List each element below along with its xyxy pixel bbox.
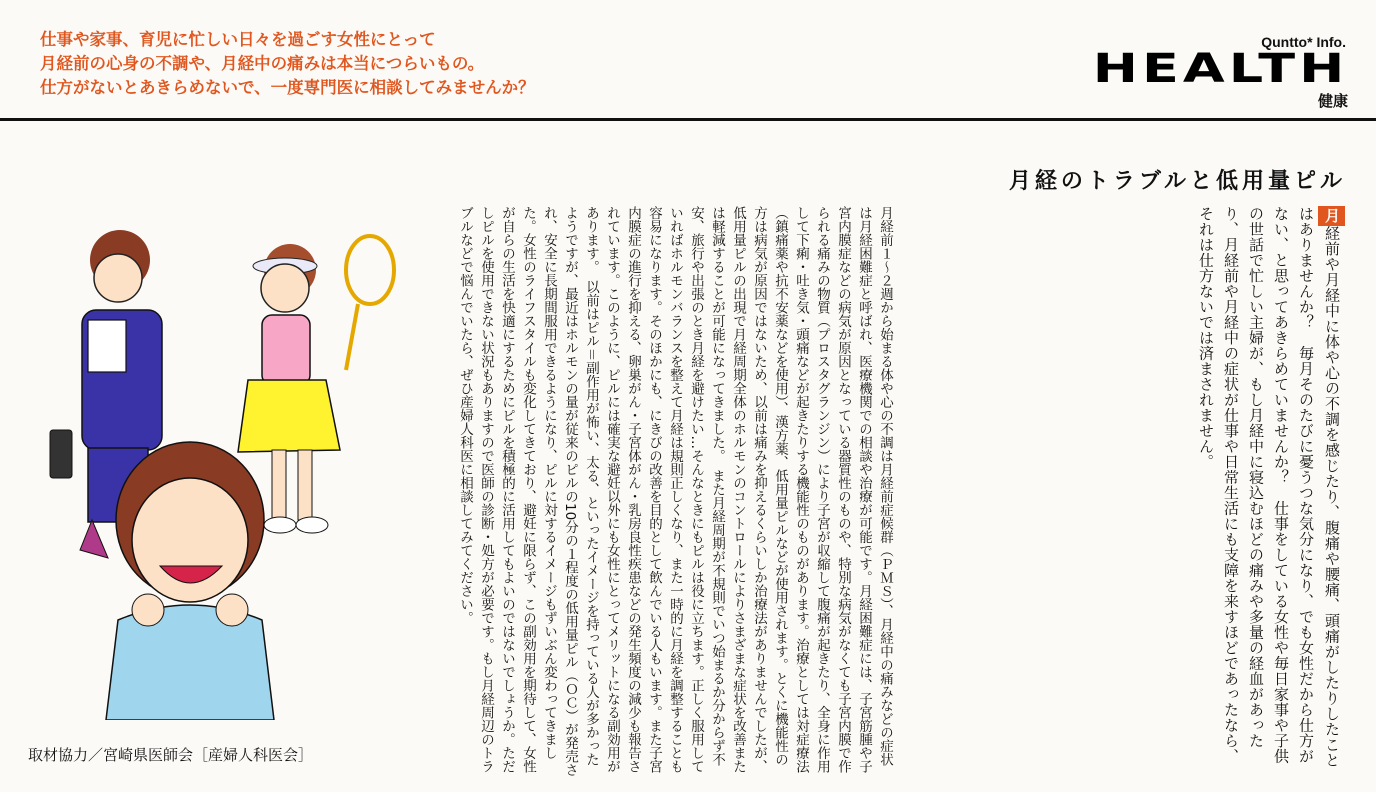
intro-line: 月経前の心身の不調や、月経中の痛みは本当につらいもの。 <box>40 54 485 73</box>
column-text: 経前や月経中に体や心の不調を感じたり、腹痛や腰痛、頭痛がしたりしたことはありませんか？ 毎月そのたびに憂うつな気分になり、でも女性だから仕方がない、と思ってあきらめていませんか？ 仕事をしている女性や毎日家事や子供の世話で忙しい主婦が、もし月経中に寝込むほどの痛みや多量の経血があったり、月経前や月経中の症状が仕事や日常生活にも支障を来すほどであったなら、それは仕方ないでは済まされません。 <box>1197 206 1341 768</box>
article-column <box>1111 206 1345 778</box>
women-illustration <box>40 220 420 720</box>
intro-line: 仕方がないとあきらめないで、一度専門医に相談してみませんか？ <box>40 78 535 97</box>
intro-line: 仕事や家事、育児に忙しい日々を過ごす女性にとって <box>40 30 436 49</box>
brand-subtitle: 健康 <box>1317 92 1348 110</box>
article-body-right <box>425 206 1101 778</box>
dropcap: 月 <box>1318 206 1345 226</box>
brand-title: HEALTH <box>1092 46 1348 92</box>
intro-text <box>40 28 535 100</box>
article-column <box>425 206 895 778</box>
header-divider <box>0 118 1376 121</box>
tennis-player-figure <box>238 236 394 533</box>
brand-block <box>1092 34 1348 111</box>
smiling-woman-figure <box>106 442 274 720</box>
article-body <box>1111 206 1345 778</box>
column-text: 月経前１～２週から始まる体や心の不調は月経前症候群（ＰＭＳ）、月経中の痛みなどの症状は月経困難症と呼ばれ、医療機関での相談や治療が可能です。月経困難症には、子宮筋腫や子宮内膜症などの病気が原因となっている器質性のものや、特別な病気がなくても子宮内膜で作られる痛みの物質（プロスタグランジン）により子宮が収縮して腹痛が起きた <box>814 206 893 773</box>
column-text: り、全身に作用して下痢・吐き気・頭痛などが起きたりする機能性のものがあります。治療としては対症療法（鎮痛薬や抗不安薬などを使用）、漢方薬、低用量ピルなどが使用されます。とくに機能性の方は病気が原因ではないため、以前は痛みを抑えるくらいしか治療法がありませんでしたが、低用量ピルの出現で月経周期全体のホルモンのコントロールによりさまざまな症状を改善または軽減することが可能になってきました。 また月経周期が不規則でいつ始まるか分からず不安、旅行や出張のとき月経を避けたい…そんなときにもピルは役に立ちます。正しく服用していればホルモンバランスを整えて月経は規則正しくなり、また一時的に月経を調整することも容易になります。そのほかにも、にきびの改善を目的として飲んでいる人もいます。また子宮内膜症の進行を抑える、卵巣 <box>625 206 830 773</box>
article-title: 月経のトラブルと低用量ピル <box>1008 169 1346 194</box>
credit-line: 取材協力／宮崎県医師会［産婦人科医会］ <box>28 746 314 764</box>
column-text: がん・子宮体がん・乳房良性疾患などの発生頻度の減少も報告されています。このように、ピルには確実な避妊以外にも女性にとってメリットになる副効用があります。 以前はピル＝副作用が怖い、太る、といったイメージを持っている人が多かったようですが、最近はホルモンの量が従来のピルの10分の１程度の低用量ピル（ＯＣ）が発売され、安全に長期間服用できるようになり、ピルに対するイメージもずいぶん変わってきました。女性のライフスタイルも変化してきており、避妊に限らず、この副効用を期待して、女性が自らの生活を快適にするためにピルを積極的に活用してもよいのではないでしょうか。ただしピルを使用できない状況もありますので医師の診断・処方が必要です。もし月経周辺のトラブルなどで悩んでいたら、ぜひ産婦人科医に相談してみてください。 <box>457 206 641 777</box>
brand-small: Quntto* Info. <box>1261 34 1346 50</box>
header <box>0 0 1376 118</box>
